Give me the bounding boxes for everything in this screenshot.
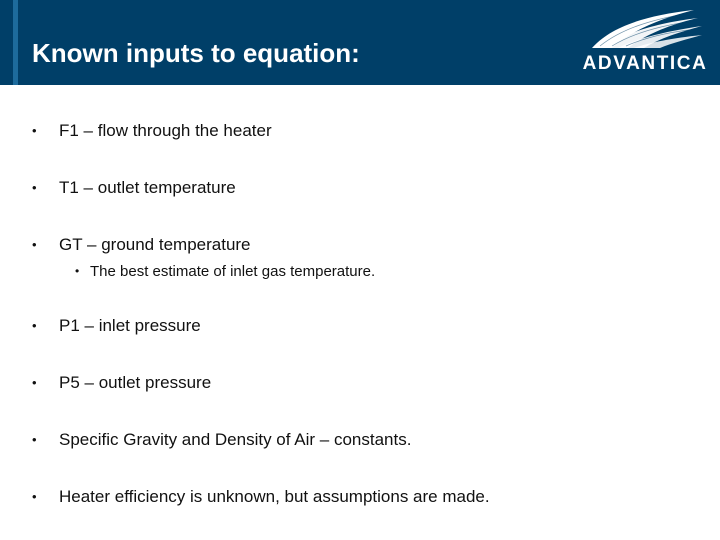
bullet-icon: •	[32, 123, 37, 138]
advantica-logo	[576, 8, 714, 78]
bullet-text: GT – ground temperature	[59, 235, 251, 254]
sub-bullet-text: The best estimate of inlet gas temperature.	[90, 263, 376, 280]
bullet-icon: •	[32, 432, 37, 447]
sub-bullet-icon: •	[75, 264, 80, 278]
bullet-text: F1 – flow through the heater	[59, 121, 272, 140]
bullet-icon: •	[32, 180, 37, 195]
bullet-text: T1 – outlet temperature	[59, 178, 236, 197]
logo-wordmark: ADVANTICA	[582, 53, 708, 74]
header-accent-bar	[13, 0, 18, 85]
bullet-text: Specific Gravity and Density of Air – constants.	[59, 430, 412, 449]
bullet-icon: •	[32, 489, 37, 504]
bullet-icon: •	[32, 237, 37, 252]
bullet-text: Heater efficiency is unknown, but assumptions are made.	[59, 487, 490, 506]
bullet-icon: •	[32, 375, 37, 390]
bullet-icon: •	[32, 318, 37, 333]
slide-title: Known inputs to equation:	[32, 38, 360, 68]
bullet-text: P5 – outlet pressure	[59, 373, 212, 392]
slide-header	[0, 0, 720, 85]
bullet-text: P1 – inlet pressure	[59, 316, 201, 335]
logo-swoosh-icon	[586, 8, 704, 50]
